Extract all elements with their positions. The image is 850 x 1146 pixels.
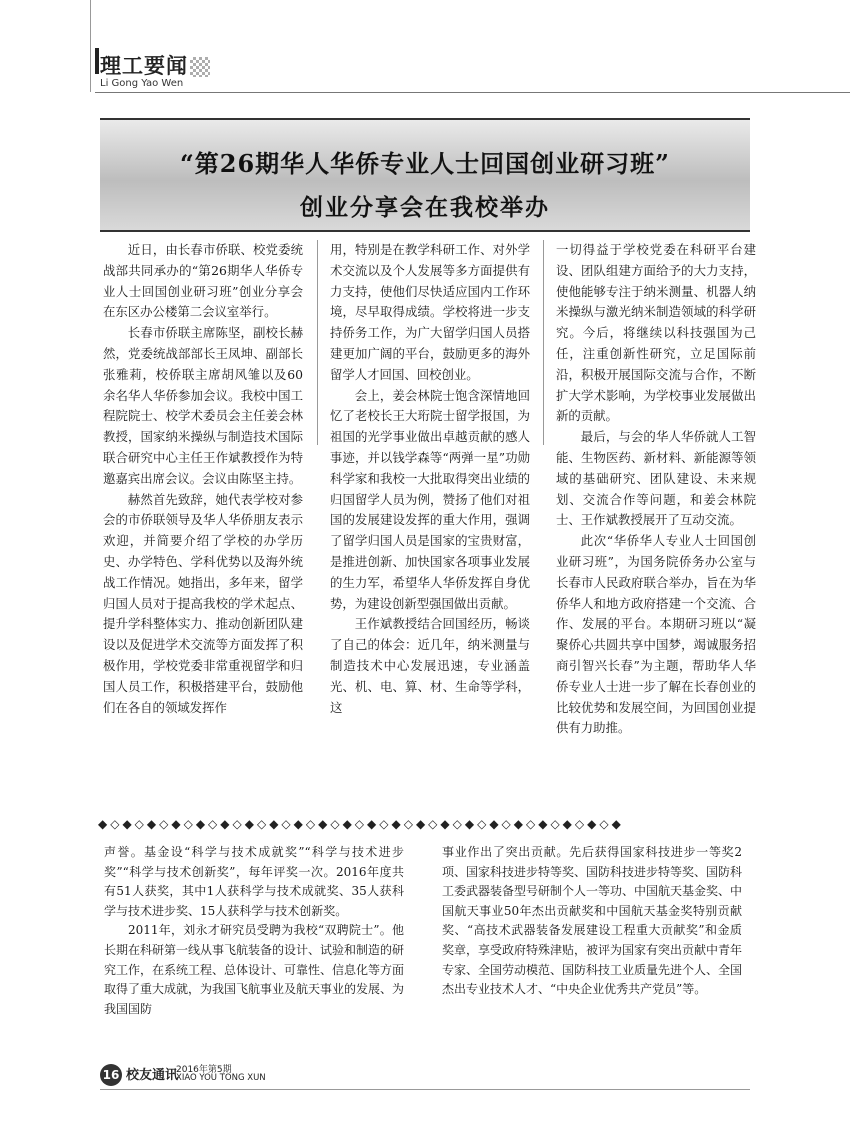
diamond-divider: ◆◇◆◇◆◇◆◇◆◇◆◇◆◇◆◇◆◇◆◇◆◇◆◇◆◇◆◇◆◇◆◇◆◇◆◇◆◇◆◇◆◇◆	[98, 817, 624, 831]
issue-label: 2016年第5期	[176, 1065, 232, 1075]
column-rule	[543, 240, 544, 445]
section-header	[100, 50, 188, 89]
paragraph: 声誉。基金设“科学与技术成就奖”“科学与技术进步奖”“科学与技术创新奖”，每年评奖一次。2016年度共有51人获奖，其中1人获科学与技术成就奖、35人获科学与技术进步奖、15人获科学与技术创新奖。	[104, 845, 404, 918]
article-title-banner	[100, 118, 750, 232]
paragraph: 2011年，刘永才研究员受聘为我校“双聘院士”。他长期在科研第一线从事飞航装备的设计、试验和制造的研究工作，在系统工程、总体设计、可靠性、信息化等方面取得了重大成就，为我国飞航事业及航天事业的发展、为我国国防	[104, 923, 405, 1016]
paragraph: 最后，与会的华人华侨就人工智能、生物医药、新材料、新能源等领域的基础研究、团队建设、未来规划、交流合作等问题，和姜会林院士、王作斌教授展开了互动交流。	[556, 429, 756, 528]
column-rule	[317, 240, 318, 445]
header-left-rule	[90, 0, 91, 92]
article-title-line2: 创业分享会在我校举办	[300, 194, 550, 221]
magazine-title: 校友通讯	[126, 1068, 179, 1083]
paragraph: 赫然首先致辞，她代表学校对参会的市侨联领导及华人华侨朋友表示欢迎，并简要介绍了学校的办学历史、办学特色、学科优势以及海外统战工作情况。她指出，多年来，留学归国人员对于提高我校的学术起点、提升学科整体实力、推动创新团队建设以及促进学术交流等方面发挥了积极作用，学校党委非常重视留学和归国人员工作，积极搭建平台，鼓励他们在各自的领域发挥作	[103, 491, 303, 715]
continued-column-1	[104, 843, 404, 1019]
paragraph: 会上，姜会林院士饱含深情地回忆了老校长王大珩院士留学报国，为祖国的光学事业做出卓越贡献的感人事迹，并以钱学森等“两弹一星”功勋科学家和我校一大批取得突出业绩的归国留学人员为例，赞扬了他们对祖国的发展建设发挥的重大作用，强调了留学归国人员是国家的宝贵财富，是推进创新、加快国家各项事业发展的生力军，希望华人华侨发挥自身优势，为建设创新型强国做出贡献。	[330, 387, 530, 611]
paragraph: 一切得益于学校党委在科研平台建设、团队组建方面给予的大力支持，使他能够专注于纳米测量、机器人纳米操纵与激光纳米制造领域的科学研究。今后，将继续以科技强国为己任，注重创新性研究，立足国际前沿，积极开展国际交流与合作，不断扩大学术影响，为学校事业发展做出新的贡献。	[556, 242, 756, 424]
article-column-2	[330, 240, 530, 718]
page-number: 16	[100, 1064, 122, 1086]
checker-pattern-icon	[190, 57, 210, 77]
paragraph: 王作斌教授结合回国经历，畅谈了自己的体会：近几年，纳米测量与制造技术中心发展迅速，专业涵盖光、机、电、算、材、生命等学科，这	[330, 616, 530, 715]
paragraph: 用，特别是在教学科研工作、对外学术交流以及个人发展等多方面提供有力支持，使他们尽快适应国内工作环境，尽早取得成绩。学校将进一步支持侨务工作，为广大留学归国人员搭建更加广阔的平台，鼓励更多的海外留学人才回国、回校创业。	[330, 242, 530, 382]
paragraph: 事业作出了突出贡献。先后获得国家科技进步一等奖2项、国家科技进步特等奖、国防科技进步特等奖、国防科工委武器装备型号研制个人一等功、中国航天基金奖、中国航天事业50年杰出贡献奖和中国航天基金奖特别贡献奖、“高技术武器装备发展建设工程重大贡献奖”和金质奖章，享受政府特殊津贴，被评为国家有突出贡献中青年专家、全国劳动模范、国防科技工业质量先进个人、全国杰出专业技术人才、“中央企业优秀共产党员”等。	[442, 845, 743, 997]
paragraph: 长春市侨联主席陈坚，副校长赫然，党委统战部部长王凤坤、副部长张雅莉，校侨联主席胡风雏以及60余名华人华侨参加会议。我校中国工程院院士、校学术委员会主任姜会林教授，国家纳米操纵与制造技术国际联合研究中心主任王作斌教授作为特邀嘉宾出席会议。会议由陈坚主持。	[103, 325, 303, 486]
footer-rule	[100, 1089, 750, 1090]
continued-column-2	[442, 843, 742, 1000]
paragraph: 近日，由长春市侨联、校党委统战部共同承办的“第26期华人华侨专业人士回国创业研习班”创业分享会在东区办公楼第二会议室举行。	[103, 242, 303, 320]
article-column-1	[103, 240, 303, 718]
header-accent-bar	[95, 48, 99, 74]
section-pinyin: Li Gong Yao Wen	[100, 78, 184, 89]
header-rule	[95, 92, 850, 93]
magazine-pinyin: XIAO YOU TONG XUN	[176, 1073, 266, 1083]
section-title: 理工要闻	[100, 54, 188, 78]
paragraph: 此次“华侨华人专业人士回国创业研习班”，为国务院侨务办公室与长春市人民政府联合举办，旨在为华侨华人和地方政府搭建一个交流、合作、发展的平台。本期研习班以“凝聚侨心共圆共享中国梦，竭诚服务招商引智兴长春”为主题，帮助华人华侨专业人士进一步了解在长春创业的比较优势和发展空间，为回国创业提供有力助推。	[556, 533, 756, 736]
article-title-line1: “第26期华人华侨专业人士回国创业研习班”	[179, 149, 670, 178]
article-column-3	[556, 240, 756, 739]
